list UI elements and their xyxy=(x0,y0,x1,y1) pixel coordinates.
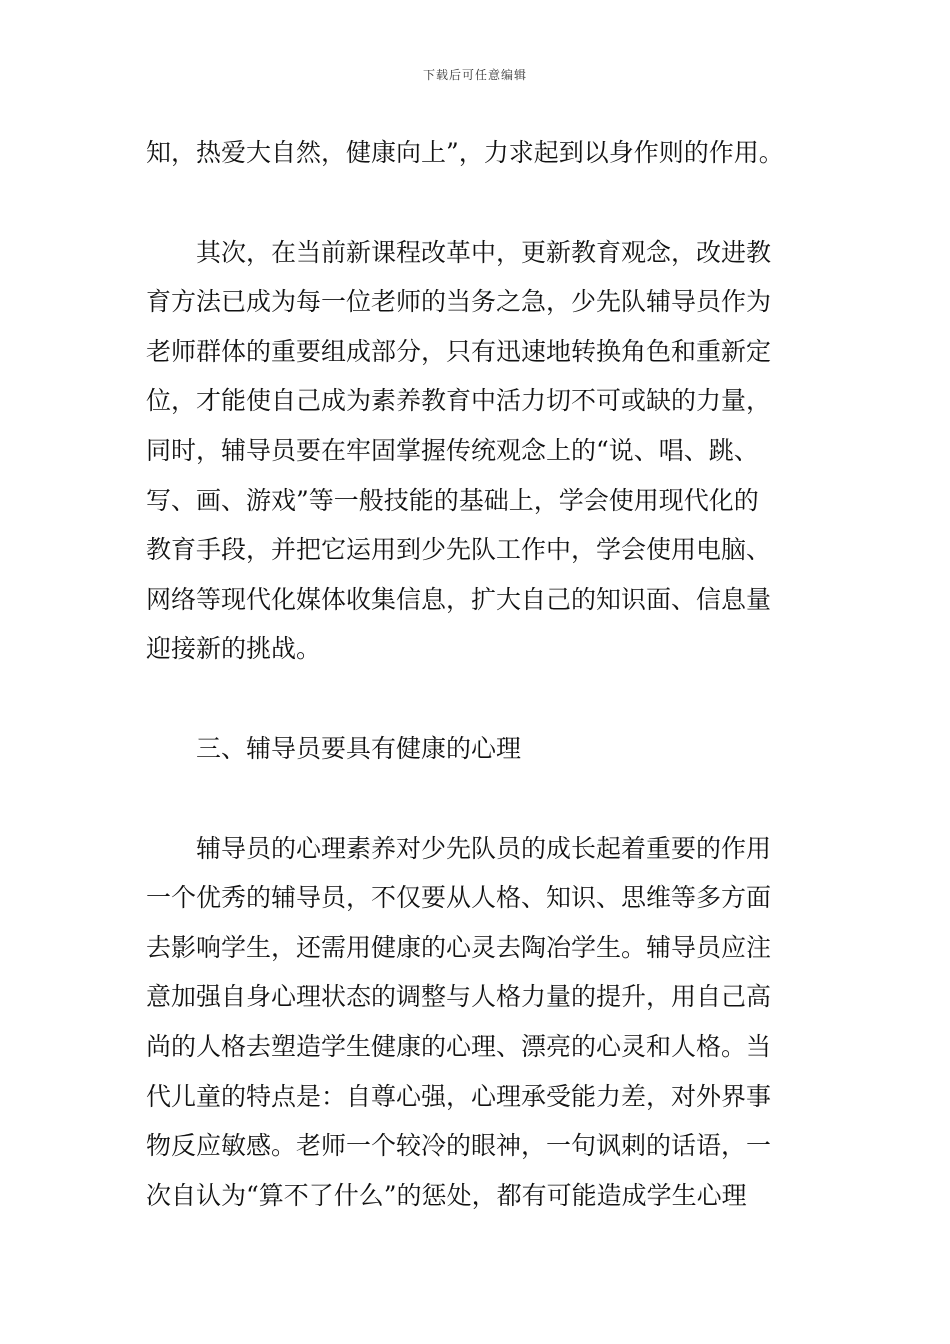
text-line: 育方法已成为每一位老师的当务之急，少先队辅导员作为 xyxy=(146,287,772,317)
text-line: 一个优秀的辅导员，不仅要从人格、知识、思维等多方面 xyxy=(146,883,772,913)
paragraph-gap xyxy=(146,774,808,824)
paragraph-gap xyxy=(146,674,808,724)
text-line: 同时，辅导员要在牢固掌握传统观念上的“说、唱、跳、 xyxy=(146,435,759,465)
text-line: 知，热爱大自然，健康向上”，力求起到以身作则的作用。 xyxy=(146,138,784,167)
paragraph-gap xyxy=(146,178,808,228)
section-heading: 三、辅导员要具有健康的心理 xyxy=(196,733,522,763)
text-line: 意加强自身心理状态的调整与人格力量的提升，用自己高 xyxy=(146,982,772,1012)
text-line: 其次，在当前新课程改革中，更新教育观念，改进教 xyxy=(196,237,772,267)
text-line: 老师群体的重要组成部分，只有迅速地转换角色和重新定 xyxy=(146,336,772,366)
text-line: 教育手段，并把它运用到少先队工作中，学会使用电脑、 xyxy=(146,535,772,565)
text-line: 迎接新的挑战。 xyxy=(146,634,322,664)
text-line: 去影响学生，还需用健康的心灵去陶冶学生。辅导员应注 xyxy=(146,932,772,962)
text-line: 网络等现代化媒体收集信息，扩大自己的知识面、信息量 xyxy=(146,584,772,614)
header-note: 下载后可任意编辑 xyxy=(422,68,527,82)
text-line: 辅导员的心理素养对少先队员的成长起着重要的作用 xyxy=(196,833,772,863)
text-line: 写、画、游戏”等一般技能的基础上，学会使用现代化的 xyxy=(146,485,759,515)
text-line: 物反应敏感。老师一个较冷的眼神，一句讽刺的话语，一 xyxy=(146,1131,772,1161)
paragraph xyxy=(146,228,808,674)
document-body xyxy=(146,128,808,1220)
text-line: 次自认为“算不了什么”的惩处，都有可能造成学生心理 xyxy=(146,1180,747,1210)
text-line: 位，才能使自己成为素养教育中活力切不可或缺的力量， xyxy=(146,386,772,416)
text-line: 代儿童的特点是：自尊心强，心理承受能力差，对外界事 xyxy=(146,1081,772,1111)
paragraph xyxy=(146,824,808,1221)
text-line: 尚的人格去塑造学生健康的心理、漂亮的心灵和人格。当 xyxy=(146,1031,772,1061)
